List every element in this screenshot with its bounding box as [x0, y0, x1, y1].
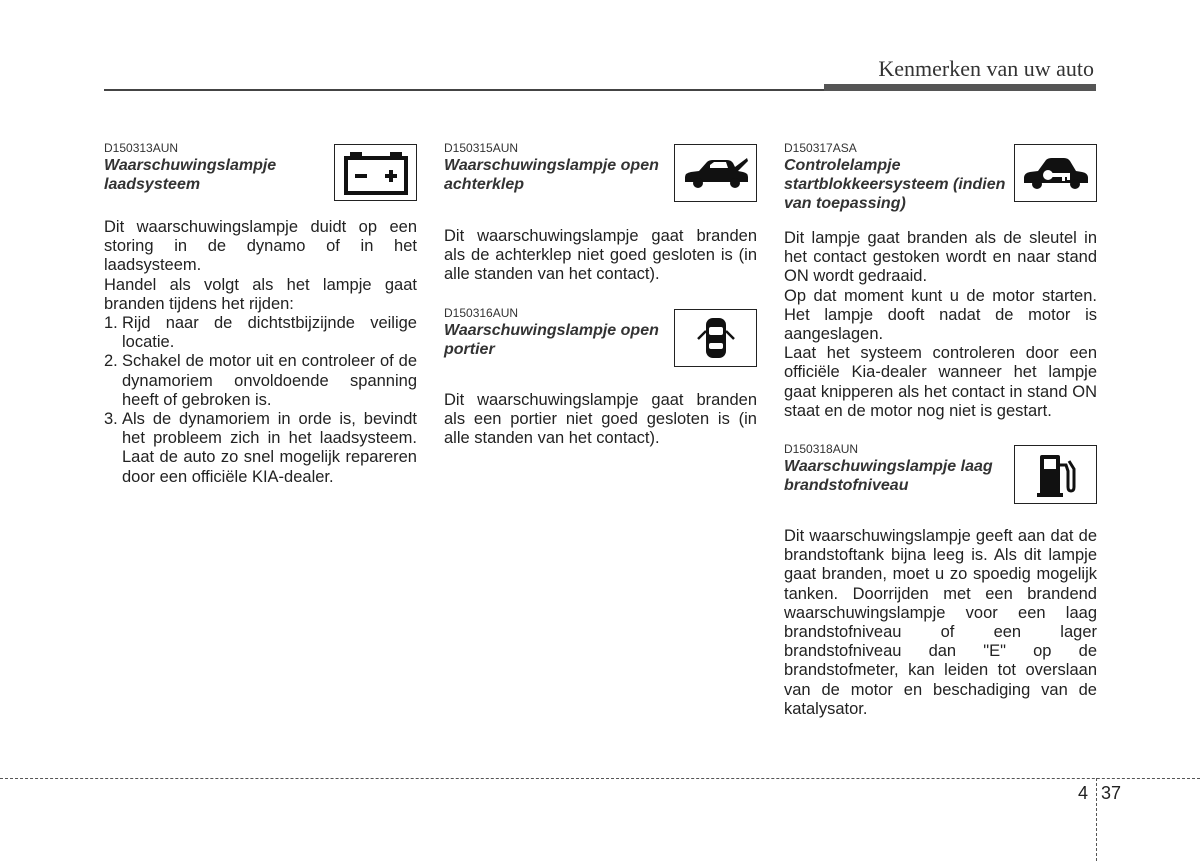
- list-item: 2. Schakel de motor uit en controleer of de dynamoriem onvoldoende spanning heeft of gebroken is.: [104, 352, 417, 409]
- list-item: 1. Rijd naar de dichtstbijzijnde veilige locatie.: [104, 314, 417, 352]
- immobilizer-key-icon: [1020, 153, 1092, 193]
- chapter-number: 4: [1078, 783, 1089, 803]
- section-code: D150315AUN: [444, 141, 519, 155]
- immobilizer-icon-box: [1014, 144, 1097, 202]
- section-fuel-warning: [784, 441, 1097, 719]
- trunk-open-icon: [681, 153, 751, 193]
- paragraph: Laat het systeem controleren door een officiële Kia-dealer wanneer het lampje gaat knipperen als het contact in stand ON staat en de motor nog niet is gestart.: [784, 344, 1097, 420]
- paragraph: Op dat moment kunt u de motor starten. Het lampje dooft nadat de motor is aangeslagen.: [784, 286, 1097, 344]
- footer-rule: [0, 778, 1200, 779]
- fuel-pump-icon: [1034, 451, 1078, 499]
- section-door-warning: [444, 305, 757, 449]
- header-rule-accent: [824, 84, 1096, 91]
- paragraph: Dit waarschuwingslampje gaat branden als de achterklep niet goed gesloten is (in alle standen van het contact).: [444, 227, 757, 284]
- list-item: 3. Als de dynamoriem in orde is, bevindt het probleem zich in het laadsysteem. Laat de auto zo snel mogelijk repareren door een officiële KIA-dealer.: [104, 410, 417, 486]
- section-heading: Waarschuwingslampje open achterklep: [444, 157, 659, 193]
- section-heading: Controlelampje startblokkeersysteem (indien van toepassing): [784, 157, 1006, 212]
- paragraph: Dit lampje gaat branden als de sleutel in het contact gestoken wordt en naar stand ON wordt gedraaid.: [784, 229, 1097, 286]
- section-heading: Waarschuwingslampje laag brandstofniveau: [784, 458, 993, 495]
- trunk-icon-box: [674, 144, 757, 202]
- section-code: D150313AUN: [104, 141, 179, 155]
- footer-divider: [1096, 778, 1097, 861]
- instruction-list: [104, 314, 417, 487]
- paragraph: Dit waarschuwingslampje gaat branden als een portier niet goed gesloten is (in alle standen van het contact).: [444, 390, 757, 448]
- section-trunk-warning: [444, 140, 757, 285]
- page-header-title: Kenmerken van uw auto: [878, 56, 1094, 81]
- column-right: [784, 138, 1097, 719]
- door-open-icon: [691, 313, 741, 363]
- section-heading: Waarschuwingslampje open portier: [444, 321, 659, 358]
- page-number: 37: [1101, 783, 1122, 803]
- header-rule: [104, 89, 824, 91]
- section-heading: Waarschuwingslampje laadsysteem: [104, 157, 277, 193]
- battery-icon-box: [334, 144, 417, 201]
- section-code: D150317ASA: [784, 141, 857, 155]
- column-left: [104, 138, 417, 487]
- paragraph: Handel als volgt als het lampje gaat branden tijdens het rijden:: [104, 275, 417, 313]
- paragraph: Dit waarschuwingslampje geeft aan dat de brandstoftank bijna leeg is. Als dit lampje gaat branden, moet u zo spoedig mogelijk tanken. Doorrijden met een brandend waarschuwingslampje voor een laag brandstofniveau of een lager brandstofniveau dan "E" op de brandstofmeter, kan leiden tot overslaan van de motor en beschadiging van de katalysator.: [784, 527, 1097, 718]
- section-immobilizer: [784, 140, 1097, 421]
- section-code: D150318AUN: [784, 442, 859, 457]
- paragraph: Dit waarschuwingslampje duidt op een storing in de dynamo of in het laadsysteem.: [104, 218, 417, 275]
- battery-icon: [343, 150, 409, 196]
- door-icon-box: [674, 309, 757, 367]
- column-middle: [444, 138, 757, 448]
- section-code: D150316AUN: [444, 305, 519, 320]
- section-battery-warning: [104, 140, 417, 487]
- fuel-icon-box: [1014, 445, 1097, 504]
